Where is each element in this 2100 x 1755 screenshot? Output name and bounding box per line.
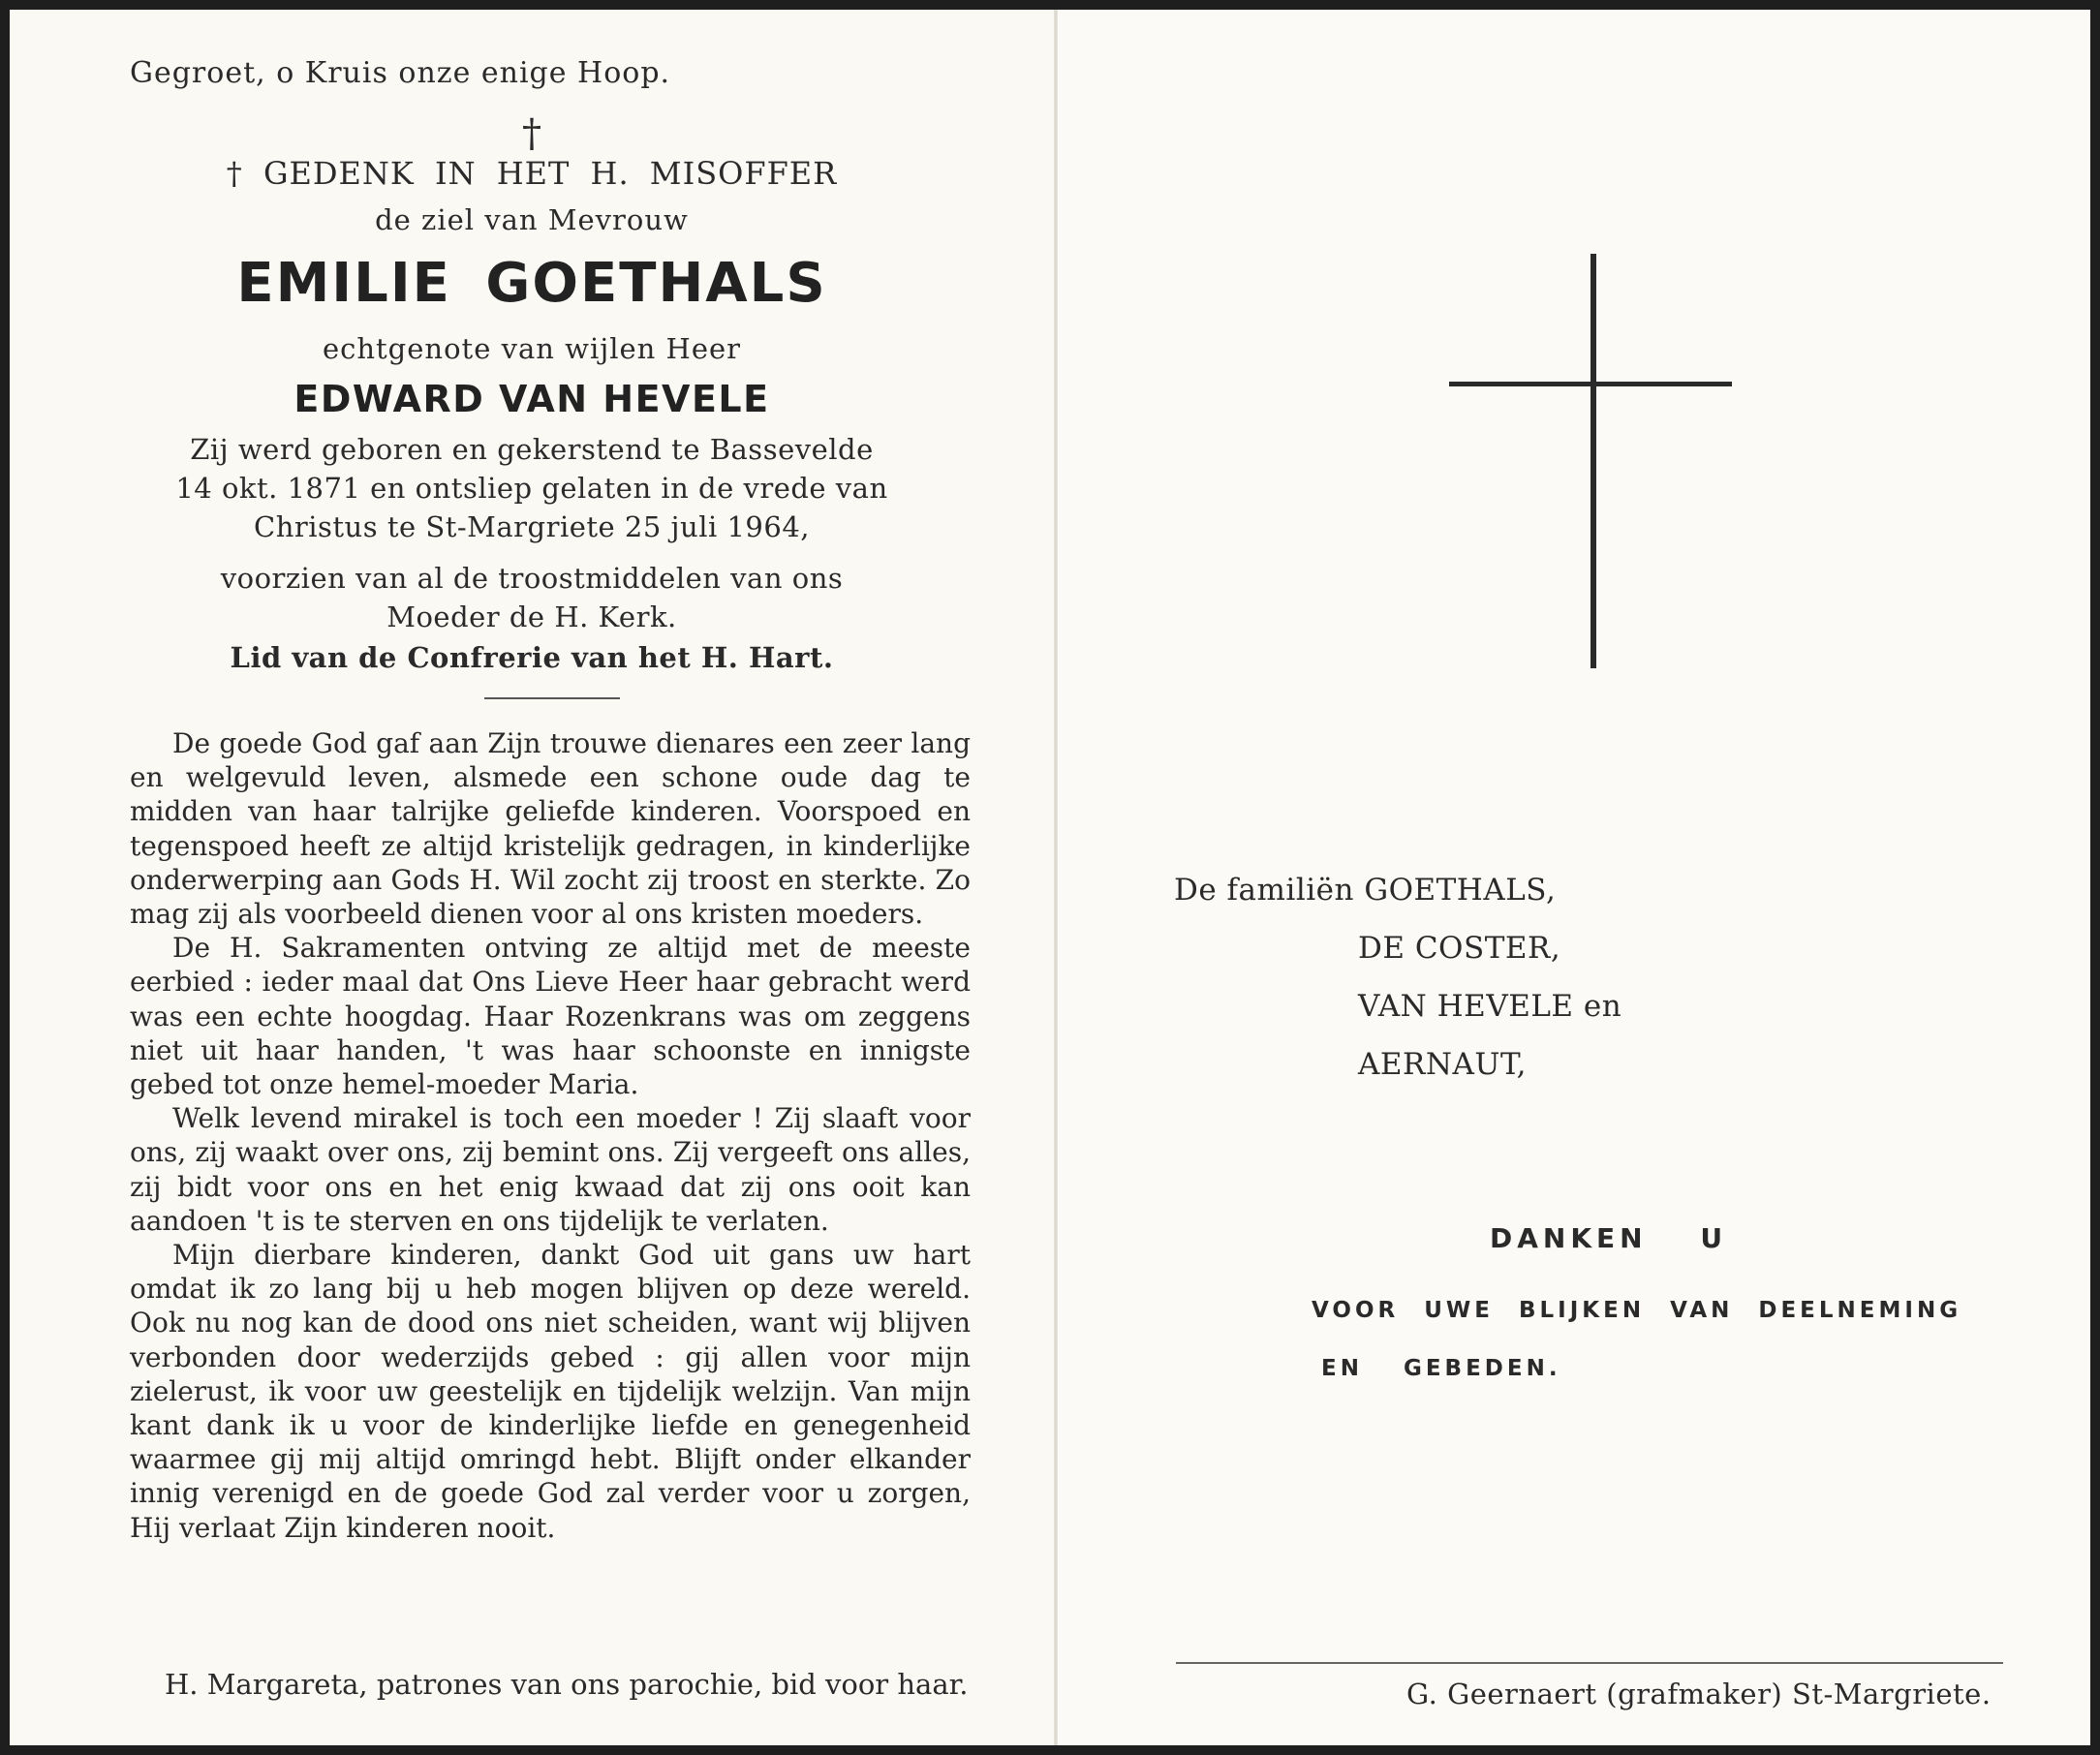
cross-icon — [1590, 254, 1596, 668]
footer-divider — [1176, 1662, 2003, 1664]
divider — [484, 697, 620, 699]
thanks-line: EN GEBEDEN. — [1321, 1356, 1561, 1381]
spouse-name: EDWARD VAN HEVELE — [293, 378, 770, 420]
paragraph: Welk levend mirakel is toch een moeder ! Zij slaaft voor ons, zij waakt over ons, zij bemint ons. Zij vergeeft ons alles, zij bidt voor ons en het enig kwaad dat zij ons ooit kan aandoen 't is te sterven en ons tijdelijk te verlaten. — [130, 1102, 971, 1237]
thanks-line: VOOR UWE BLIJKEN VAN DEELNEMING — [1312, 1298, 1962, 1323]
family-line: DE COSTER, — [1358, 931, 1561, 966]
card-fold — [1054, 10, 1058, 1745]
family-line: De familiën GOETHALS, — [1174, 873, 1557, 908]
left-panel — [10, 10, 1054, 1745]
paragraph: De goede God gaf aan Zijn trouwe dienares een zeer lang en welgevuld leven, alsmede een schone oude dag te midden van haar talrijke geliefde kinderen. Voorspoed en tegenspoed heeft ze altijd kristelijk gedragen, in kinderlijke onderwerping aan Gods H. Wil zocht zij troost en sterkte. Zo mag zij als voorbeeld dienen voor al ons kristen moeders. — [130, 727, 971, 931]
closing-prayer: H. Margareta, patrones van ons parochie, bid voor haar. — [165, 1668, 969, 1701]
confrerie-line: Lid van de Confrerie van het H. Hart. — [230, 641, 834, 674]
cross-icon-bar — [1449, 382, 1732, 386]
bio-line: Christus te St-Margriete 25 juli 1964, — [254, 510, 810, 543]
salutation: Gegroet, o Kruis onze enige Hoop. — [130, 56, 671, 90]
paragraph: De H. Sakramenten ontving ze altijd met de meeste eerbied : ieder maal dat Ons Lieve Heer haar gebracht werd was een echte hoogdag. Haar Rozenkrans was om zeggens niet uit haar handen, 't was haar schoonste en innigste gebed tot onze hemel-moeder Maria. — [130, 932, 971, 1101]
memorial-text — [130, 726, 971, 1545]
biography — [10, 430, 1054, 546]
family-line: VAN HEVELE en — [1358, 989, 1622, 1024]
spouse-intro: echtgenote van wijlen Heer — [322, 332, 742, 365]
memorial-card — [10, 10, 2090, 1745]
thanks-heading: DANKEN U — [1490, 1222, 1728, 1254]
bio-line: voorzien van al de troostmiddelen van ons — [220, 562, 844, 595]
family-line: AERNAUT, — [1358, 1047, 1527, 1082]
sacraments-note — [10, 559, 1054, 636]
printer-credit: G. Geernaert (grafmaker) St-Margriete. — [1406, 1678, 1992, 1710]
bio-line: Zij werd geboren en gekerstend te Bassevelde — [190, 433, 874, 466]
deceased-name: EMILIE GOETHALS — [236, 252, 827, 315]
gedenk-heading: † GEDENK IN HET H. MISOFFER — [226, 155, 838, 192]
bio-line: Moeder de H. Kerk. — [386, 600, 677, 633]
bio-line: 14 okt. 1871 en ontsliep gelaten in de vrede van — [175, 472, 888, 505]
paragraph: Mijn dierbare kinderen, dankt God uit gans uw hart omdat ik zo lang bij u heb mogen blijven op deze wereld. Ook nu nog kan de dood ons niet scheiden, want wij blijven verbonden door wederzijds gebed : gij allen voor mijn zielerust, ik voor uw geestelijk en tijdelijk welzijn. Van mijn kant dank ik u voor de kinderlijke liefde en genegenheid waarmee gij mij altijd omringd hebt. Blijft onder elkander innig verenigd en de goede God zal verder voor u zorgen, Hij verlaat Zijn kinderen nooit. — [130, 1239, 971, 1544]
small-cross-icon: † — [522, 111, 541, 156]
soul-of-line: de ziel van Mevrouw — [375, 203, 689, 236]
